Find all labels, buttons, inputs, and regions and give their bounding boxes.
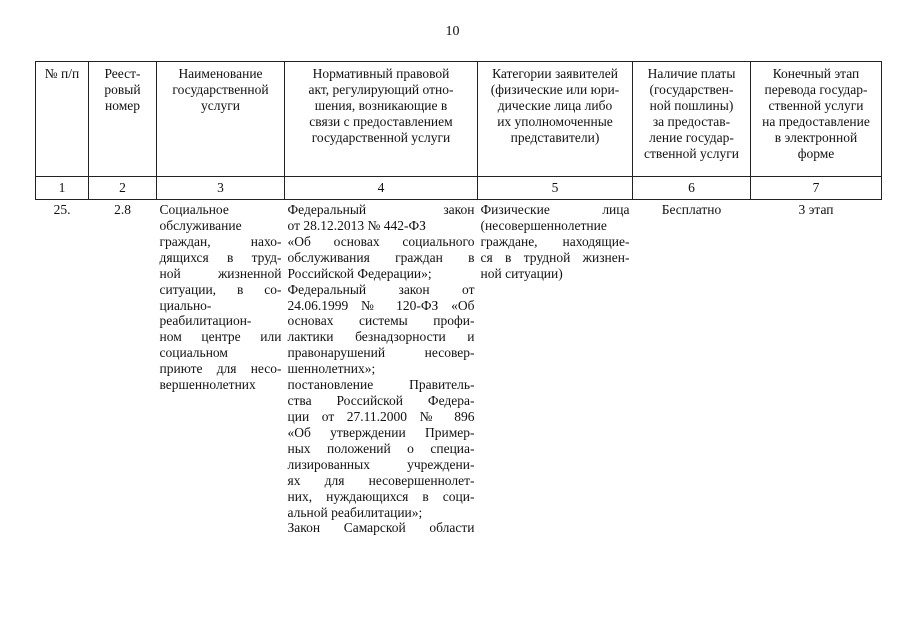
column-number-row bbox=[36, 177, 882, 200]
text-line: постановление Правитель- bbox=[287, 377, 475, 393]
header-line: ровый bbox=[104, 81, 141, 97]
column-number: 6 bbox=[633, 177, 751, 200]
text-line: ситуации, в со- bbox=[159, 281, 282, 297]
header-line: ственной услуги bbox=[768, 97, 864, 113]
table-header-row bbox=[36, 62, 882, 177]
text-line: Социальное bbox=[159, 202, 229, 217]
text-line: Российской Федерации»; bbox=[287, 265, 432, 281]
text-line: альной реабилитации»; bbox=[287, 504, 423, 520]
text-line: ных положений о специа- bbox=[287, 440, 475, 456]
legal-act bbox=[285, 200, 478, 539]
header-line: акт, регулирующий отно- bbox=[308, 81, 454, 97]
text-line: граждан, нахо- bbox=[159, 233, 282, 249]
header-line: ной пошлины) bbox=[649, 97, 734, 113]
row-number: 25. bbox=[53, 202, 71, 217]
header-line: ственной услуги bbox=[644, 145, 739, 161]
header-line: форме bbox=[797, 145, 835, 161]
header-line: Наименование bbox=[178, 66, 263, 81]
text-line: основах системы профи- bbox=[287, 313, 475, 329]
header-line: шения, возникающие в bbox=[314, 97, 448, 113]
text-line: правонарушений несовер- bbox=[287, 345, 475, 361]
header-cell bbox=[89, 62, 157, 177]
header-line: № п/п bbox=[44, 66, 80, 81]
header-cell bbox=[36, 62, 89, 177]
header-line: номер bbox=[104, 97, 140, 113]
column-number: 5 bbox=[478, 177, 633, 200]
header-line: Наличие платы bbox=[647, 66, 736, 81]
text-line: от 28.12.2013 № 442-ФЗ bbox=[287, 217, 426, 233]
text-line: циально- bbox=[159, 297, 212, 313]
text-line: обслуживания граждан в bbox=[287, 249, 475, 265]
header-line: государственной bbox=[172, 81, 269, 97]
text-line: дящихся в труд- bbox=[159, 249, 282, 265]
header-line: связи с предоставлением bbox=[309, 113, 453, 129]
text-line: социальном bbox=[159, 345, 228, 361]
column-number: 1 bbox=[36, 177, 89, 200]
header-line: дические лица либо bbox=[497, 97, 613, 113]
column-number: 4 bbox=[285, 177, 478, 200]
header-line: ление государ- bbox=[649, 129, 734, 145]
electronic-stage: 3 этап bbox=[798, 202, 834, 217]
text-line: ной ситуации) bbox=[480, 265, 563, 281]
header-line: перевода государ- bbox=[764, 81, 868, 97]
text-line: вершеннолетних bbox=[159, 377, 256, 393]
fee-info: Бесплатно bbox=[661, 202, 722, 217]
services-registry-table bbox=[35, 61, 882, 538]
header-line: Категории заявителей bbox=[492, 66, 618, 81]
column-number: 7 bbox=[751, 177, 882, 200]
text-line: ном центре или bbox=[159, 329, 282, 345]
header-line: в электронной bbox=[774, 129, 858, 145]
text-line: приюте для несо- bbox=[159, 361, 282, 377]
column-number: 2 bbox=[89, 177, 157, 200]
text-line: Федеральный закон от bbox=[287, 281, 475, 297]
header-line: за предостав- bbox=[652, 113, 731, 129]
text-line: «Об основах социального bbox=[287, 233, 475, 249]
text-line: ной жизненной bbox=[159, 265, 282, 281]
text-line: ции от 27.11.2000 № 896 bbox=[287, 408, 475, 424]
header-cell bbox=[751, 62, 882, 177]
header-cell bbox=[285, 62, 478, 177]
table-row bbox=[36, 200, 882, 539]
text-line: Закон Самарской области bbox=[287, 520, 475, 536]
header-cell bbox=[633, 62, 751, 177]
service-name bbox=[157, 200, 285, 539]
header-line: на предоставление bbox=[762, 113, 870, 129]
page-number: 10 bbox=[445, 24, 460, 39]
column-number: 3 bbox=[157, 177, 285, 200]
text-line: граждане, находящие- bbox=[480, 233, 630, 249]
text-line: них, нуждающихся в соци- bbox=[287, 488, 475, 504]
text-line: шеннолетних»; bbox=[287, 361, 376, 377]
text-line: ях для несовершеннолет- bbox=[287, 472, 475, 488]
header-line: Реест- bbox=[104, 66, 141, 81]
text-line: лактики безнадзорности и bbox=[287, 329, 475, 345]
text-line: (несовершеннолетние bbox=[480, 217, 607, 233]
header-line: их уполномоченные bbox=[497, 113, 613, 129]
header-cell bbox=[478, 62, 633, 177]
text-line: 24.06.1999 № 120-ФЗ «Об bbox=[287, 297, 475, 313]
header-line: представители) bbox=[510, 129, 600, 145]
header-line: Нормативный правовой bbox=[312, 66, 450, 81]
text-line: Физические лица bbox=[480, 202, 630, 217]
text-line: Федеральный закон bbox=[287, 202, 475, 217]
text-line: обслуживание bbox=[159, 217, 242, 233]
header-line: (физические или юри- bbox=[490, 81, 620, 97]
text-line: ства Российской Федера- bbox=[287, 393, 475, 409]
text-line: ся в трудной жизнен- bbox=[480, 249, 630, 265]
text-line: «Об утверждении Пример- bbox=[287, 424, 475, 440]
registry-number: 2.8 bbox=[114, 202, 131, 217]
text-line: реабилитацион- bbox=[159, 313, 252, 329]
header-line: государственной услуги bbox=[311, 129, 451, 145]
applicant-category bbox=[478, 200, 633, 539]
header-cell bbox=[157, 62, 285, 177]
text-line: лизированных учреждени- bbox=[287, 456, 475, 472]
header-line: (государствен- bbox=[649, 81, 734, 97]
header-line: Конечный этап bbox=[772, 66, 860, 81]
header-line: услуги bbox=[201, 97, 240, 113]
